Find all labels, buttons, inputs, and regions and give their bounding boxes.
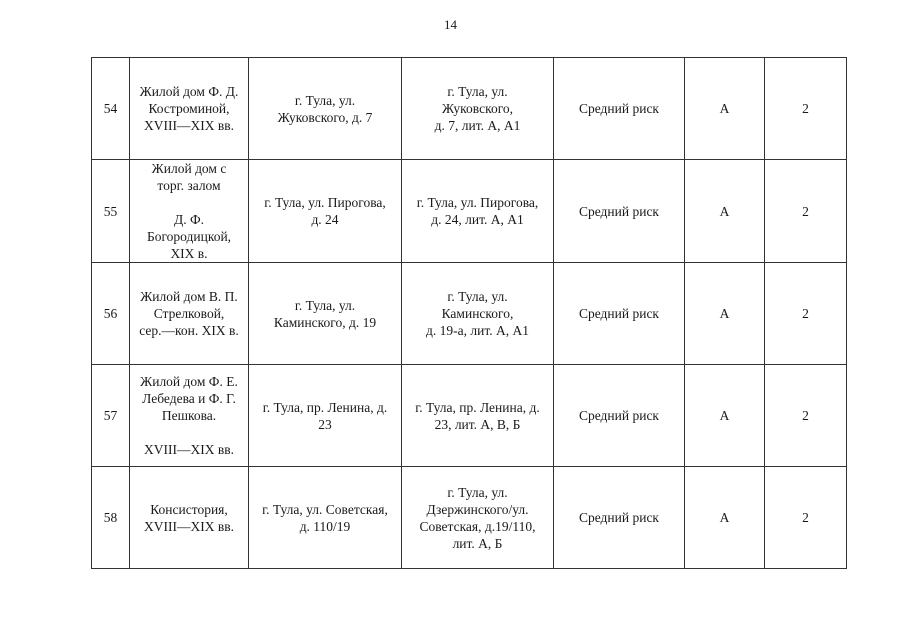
- risk-cell: Средний риск: [554, 365, 685, 467]
- category-cell: А: [685, 365, 765, 467]
- class-cell: 2: [765, 263, 847, 365]
- address-cell: г. Тула, пр. Ленина, д. 23, лит. А, В, Б: [402, 365, 554, 467]
- risk-cell: Средний риск: [554, 160, 685, 263]
- object-name-cell: Консистория, XVIII—XIX вв.: [130, 467, 249, 569]
- row-number-cell: 54: [92, 58, 130, 160]
- page-number: 14: [444, 17, 457, 32]
- row-number-cell: 58: [92, 467, 130, 569]
- row-number-cell: 57: [92, 365, 130, 467]
- location-cell: г. Тула, ул. Советская, д. 110/19: [249, 467, 402, 569]
- table-row: [92, 365, 847, 467]
- risk-cell: Средний риск: [554, 467, 685, 569]
- category-cell: А: [685, 467, 765, 569]
- address-cell: г. Тула, ул. Каминского, д. 19-а, лит. А, А1: [402, 263, 554, 365]
- risk-cell: Средний риск: [554, 263, 685, 365]
- category-cell: А: [685, 58, 765, 160]
- category-cell: А: [685, 160, 765, 263]
- class-cell: 2: [765, 365, 847, 467]
- object-name-cell: Жилой дом Ф. Е. Лебедева и Ф. Г. Пешкова. XVIII—XIX вв.: [130, 365, 249, 467]
- row-number-cell: 55: [92, 160, 130, 263]
- location-cell: г. Тула, ул. Каминского, д. 19: [249, 263, 402, 365]
- row-number-cell: 56: [92, 263, 130, 365]
- class-cell: 2: [765, 160, 847, 263]
- class-cell: 2: [765, 58, 847, 160]
- address-cell: г. Тула, ул. Жуковского, д. 7, лит. А, А1: [402, 58, 554, 160]
- address-cell: г. Тула, ул. Пирогова, д. 24, лит. А, А1: [402, 160, 554, 263]
- location-cell: г. Тула, ул. Жуковского, д. 7: [249, 58, 402, 160]
- location-cell: г. Тула, пр. Ленина, д. 23: [249, 365, 402, 467]
- object-name-cell: Жилой дом В. П. Стрелковой, сер.—кон. XIX в.: [130, 263, 249, 365]
- address-cell: г. Тула, ул. Дзержинского/ул. Советская, д.19/110, лит. А, Б: [402, 467, 554, 569]
- location-cell: г. Тула, ул. Пирогова, д. 24: [249, 160, 402, 263]
- class-cell: 2: [765, 467, 847, 569]
- heritage-objects-table: [91, 57, 847, 569]
- table-row: [92, 160, 847, 263]
- table-row: [92, 58, 847, 160]
- object-name-cell: Жилой дом Ф. Д. Костроминой, XVIII—XIX вв.: [130, 58, 249, 160]
- object-name-cell: Жилой дом с торг. залом Д. Ф. Богородицкой, XIX в.: [130, 160, 249, 263]
- category-cell: А: [685, 263, 765, 365]
- table-row: [92, 467, 847, 569]
- table-row: [92, 263, 847, 365]
- risk-cell: Средний риск: [554, 58, 685, 160]
